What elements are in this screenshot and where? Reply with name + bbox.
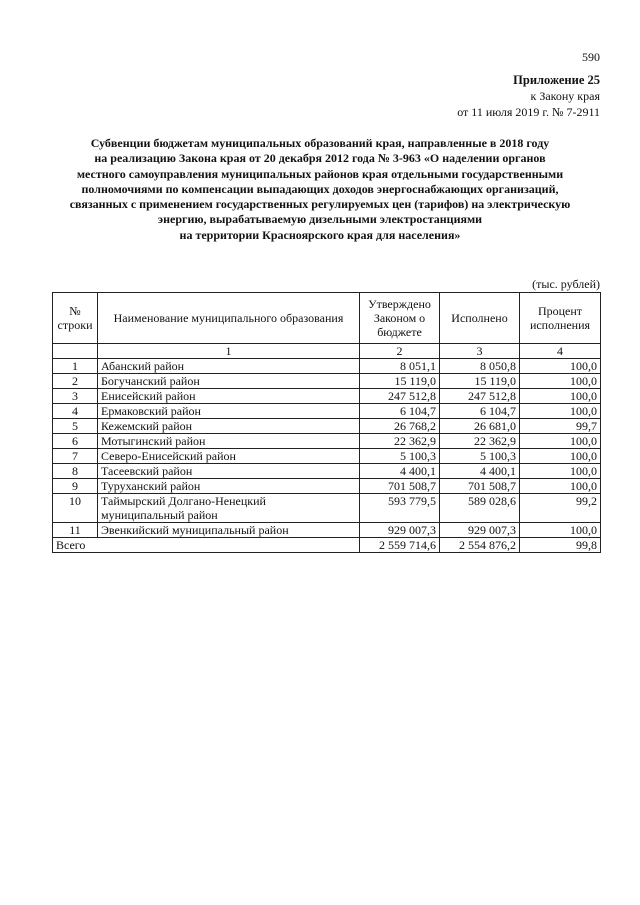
- table-row: [53, 479, 601, 494]
- title-line: связанных с применением государственных регулируемых цен (тарифов) на электрическую: [69, 197, 571, 212]
- total-executed: 2 554 876,2: [440, 538, 520, 553]
- percent-value: 100,0: [520, 449, 601, 464]
- percent-value: 100,0: [520, 434, 601, 449]
- approved-value: 247 512,8: [360, 389, 440, 404]
- executed-value: 6 104,7: [440, 404, 520, 419]
- table-row: [53, 494, 601, 523]
- municipality-name: Богучанский район: [98, 374, 360, 389]
- approved-value: 26 768,2: [360, 419, 440, 434]
- title-line: на реализацию Закона края от 20 декабря 2012 года № 3-963 «О наделении органов: [94, 151, 546, 166]
- header-row-number: № строки: [53, 293, 98, 344]
- appendix-date: от 11 июля 2019 г. № 7-2911: [457, 105, 600, 119]
- municipality-name: Эвенкийский муниципальный район: [98, 523, 360, 538]
- table-row: [53, 449, 601, 464]
- approved-value: 593 779,5: [360, 494, 440, 523]
- column-number: 1: [98, 344, 360, 359]
- percent-value: 100,0: [520, 523, 601, 538]
- title-line: Субвенции бюджетам муниципальных образований края, направленные в 2018 году: [90, 136, 550, 150]
- approved-value: 929 007,3: [360, 523, 440, 538]
- row-number: 3: [53, 389, 98, 404]
- executed-value: 8 050,8: [440, 359, 520, 374]
- total-percent: 99,8: [520, 538, 601, 553]
- municipality-name: Таймырский Долгано-Ненецкий муниципальный район: [98, 494, 360, 523]
- row-number: 2: [53, 374, 98, 389]
- row-number: 7: [53, 449, 98, 464]
- executed-value: 26 681,0: [440, 419, 520, 434]
- approved-value: 5 100,3: [360, 449, 440, 464]
- column-number: 2: [360, 344, 440, 359]
- municipality-name: Кежемский район: [98, 419, 360, 434]
- percent-value: 100,0: [520, 389, 601, 404]
- title-line: энергию, вырабатываемую дизельными электростанциями: [157, 212, 483, 227]
- executed-value: 701 508,7: [440, 479, 520, 494]
- table-row: [53, 404, 601, 419]
- total-row: [53, 538, 601, 553]
- municipality-name: Северо-Енисейский район: [98, 449, 360, 464]
- subsidy-table: [52, 292, 601, 553]
- appendix-block: [457, 72, 600, 120]
- header-executed: Исполнено: [440, 293, 520, 344]
- percent-value: 100,0: [520, 359, 601, 374]
- percent-value: 100,0: [520, 404, 601, 419]
- approved-value: 15 119,0: [360, 374, 440, 389]
- percent-value: 99,2: [520, 494, 601, 523]
- row-number: 11: [53, 523, 98, 538]
- header-percent: Процент исполнения: [520, 293, 601, 344]
- municipality-name: Тасеевский район: [98, 464, 360, 479]
- table-row: [53, 359, 601, 374]
- row-number: 9: [53, 479, 98, 494]
- table-row: [53, 374, 601, 389]
- municipality-name: Ермаковский район: [98, 404, 360, 419]
- percent-value: 100,0: [520, 479, 601, 494]
- table-row: [53, 523, 601, 538]
- title-line: полномочиями по компенсации выпадающих доходов энергоснабжающих организаций,: [81, 181, 559, 196]
- title-line: местного самоуправления муниципальных районов края отдельными государственными: [76, 166, 564, 181]
- row-number: 5: [53, 419, 98, 434]
- column-number: 4: [520, 344, 601, 359]
- appendix-law: к Закону края: [530, 89, 600, 103]
- municipality-name: Мотыгинский район: [98, 434, 360, 449]
- executed-value: 589 028,6: [440, 494, 520, 523]
- percent-value: 100,0: [520, 374, 601, 389]
- executed-value: 247 512,8: [440, 389, 520, 404]
- table-row: [53, 464, 601, 479]
- units-label: (тыс. рублей): [532, 277, 600, 291]
- approved-value: 22 362,9: [360, 434, 440, 449]
- row-number: 8: [53, 464, 98, 479]
- percent-value: 99,7: [520, 419, 601, 434]
- header-approved: Утверждено Законом о бюджете: [360, 293, 440, 344]
- table-row: [53, 389, 601, 404]
- row-number: 10: [53, 494, 98, 523]
- executed-value: 4 400,1: [440, 464, 520, 479]
- column-numbers-row: [53, 344, 601, 359]
- executed-value: 5 100,3: [440, 449, 520, 464]
- executed-value: 929 007,3: [440, 523, 520, 538]
- page-number: 590: [582, 50, 600, 64]
- municipality-name: Абанский район: [98, 359, 360, 374]
- approved-value: 4 400,1: [360, 464, 440, 479]
- executed-value: 15 119,0: [440, 374, 520, 389]
- approved-value: 6 104,7: [360, 404, 440, 419]
- total-approved: 2 559 714,6: [360, 538, 440, 553]
- municipality-name: Туруханский район: [98, 479, 360, 494]
- row-number: 1: [53, 359, 98, 374]
- row-number: 6: [53, 434, 98, 449]
- header-row: [53, 293, 601, 344]
- approved-value: 701 508,7: [360, 479, 440, 494]
- total-label: Всего: [53, 538, 360, 553]
- municipality-name: Енисейский район: [98, 389, 360, 404]
- appendix-title: Приложение 25: [513, 73, 600, 87]
- row-number: 4: [53, 404, 98, 419]
- percent-value: 100,0: [520, 464, 601, 479]
- header-name: Наименование муниципального образования: [98, 293, 360, 344]
- table-row: [53, 419, 601, 434]
- column-number: 3: [440, 344, 520, 359]
- executed-value: 22 362,9: [440, 434, 520, 449]
- approved-value: 8 051,1: [360, 359, 440, 374]
- document-title: [40, 136, 600, 243]
- table-row: [53, 434, 601, 449]
- title-line: на территории Красноярского края для населения»: [179, 227, 461, 242]
